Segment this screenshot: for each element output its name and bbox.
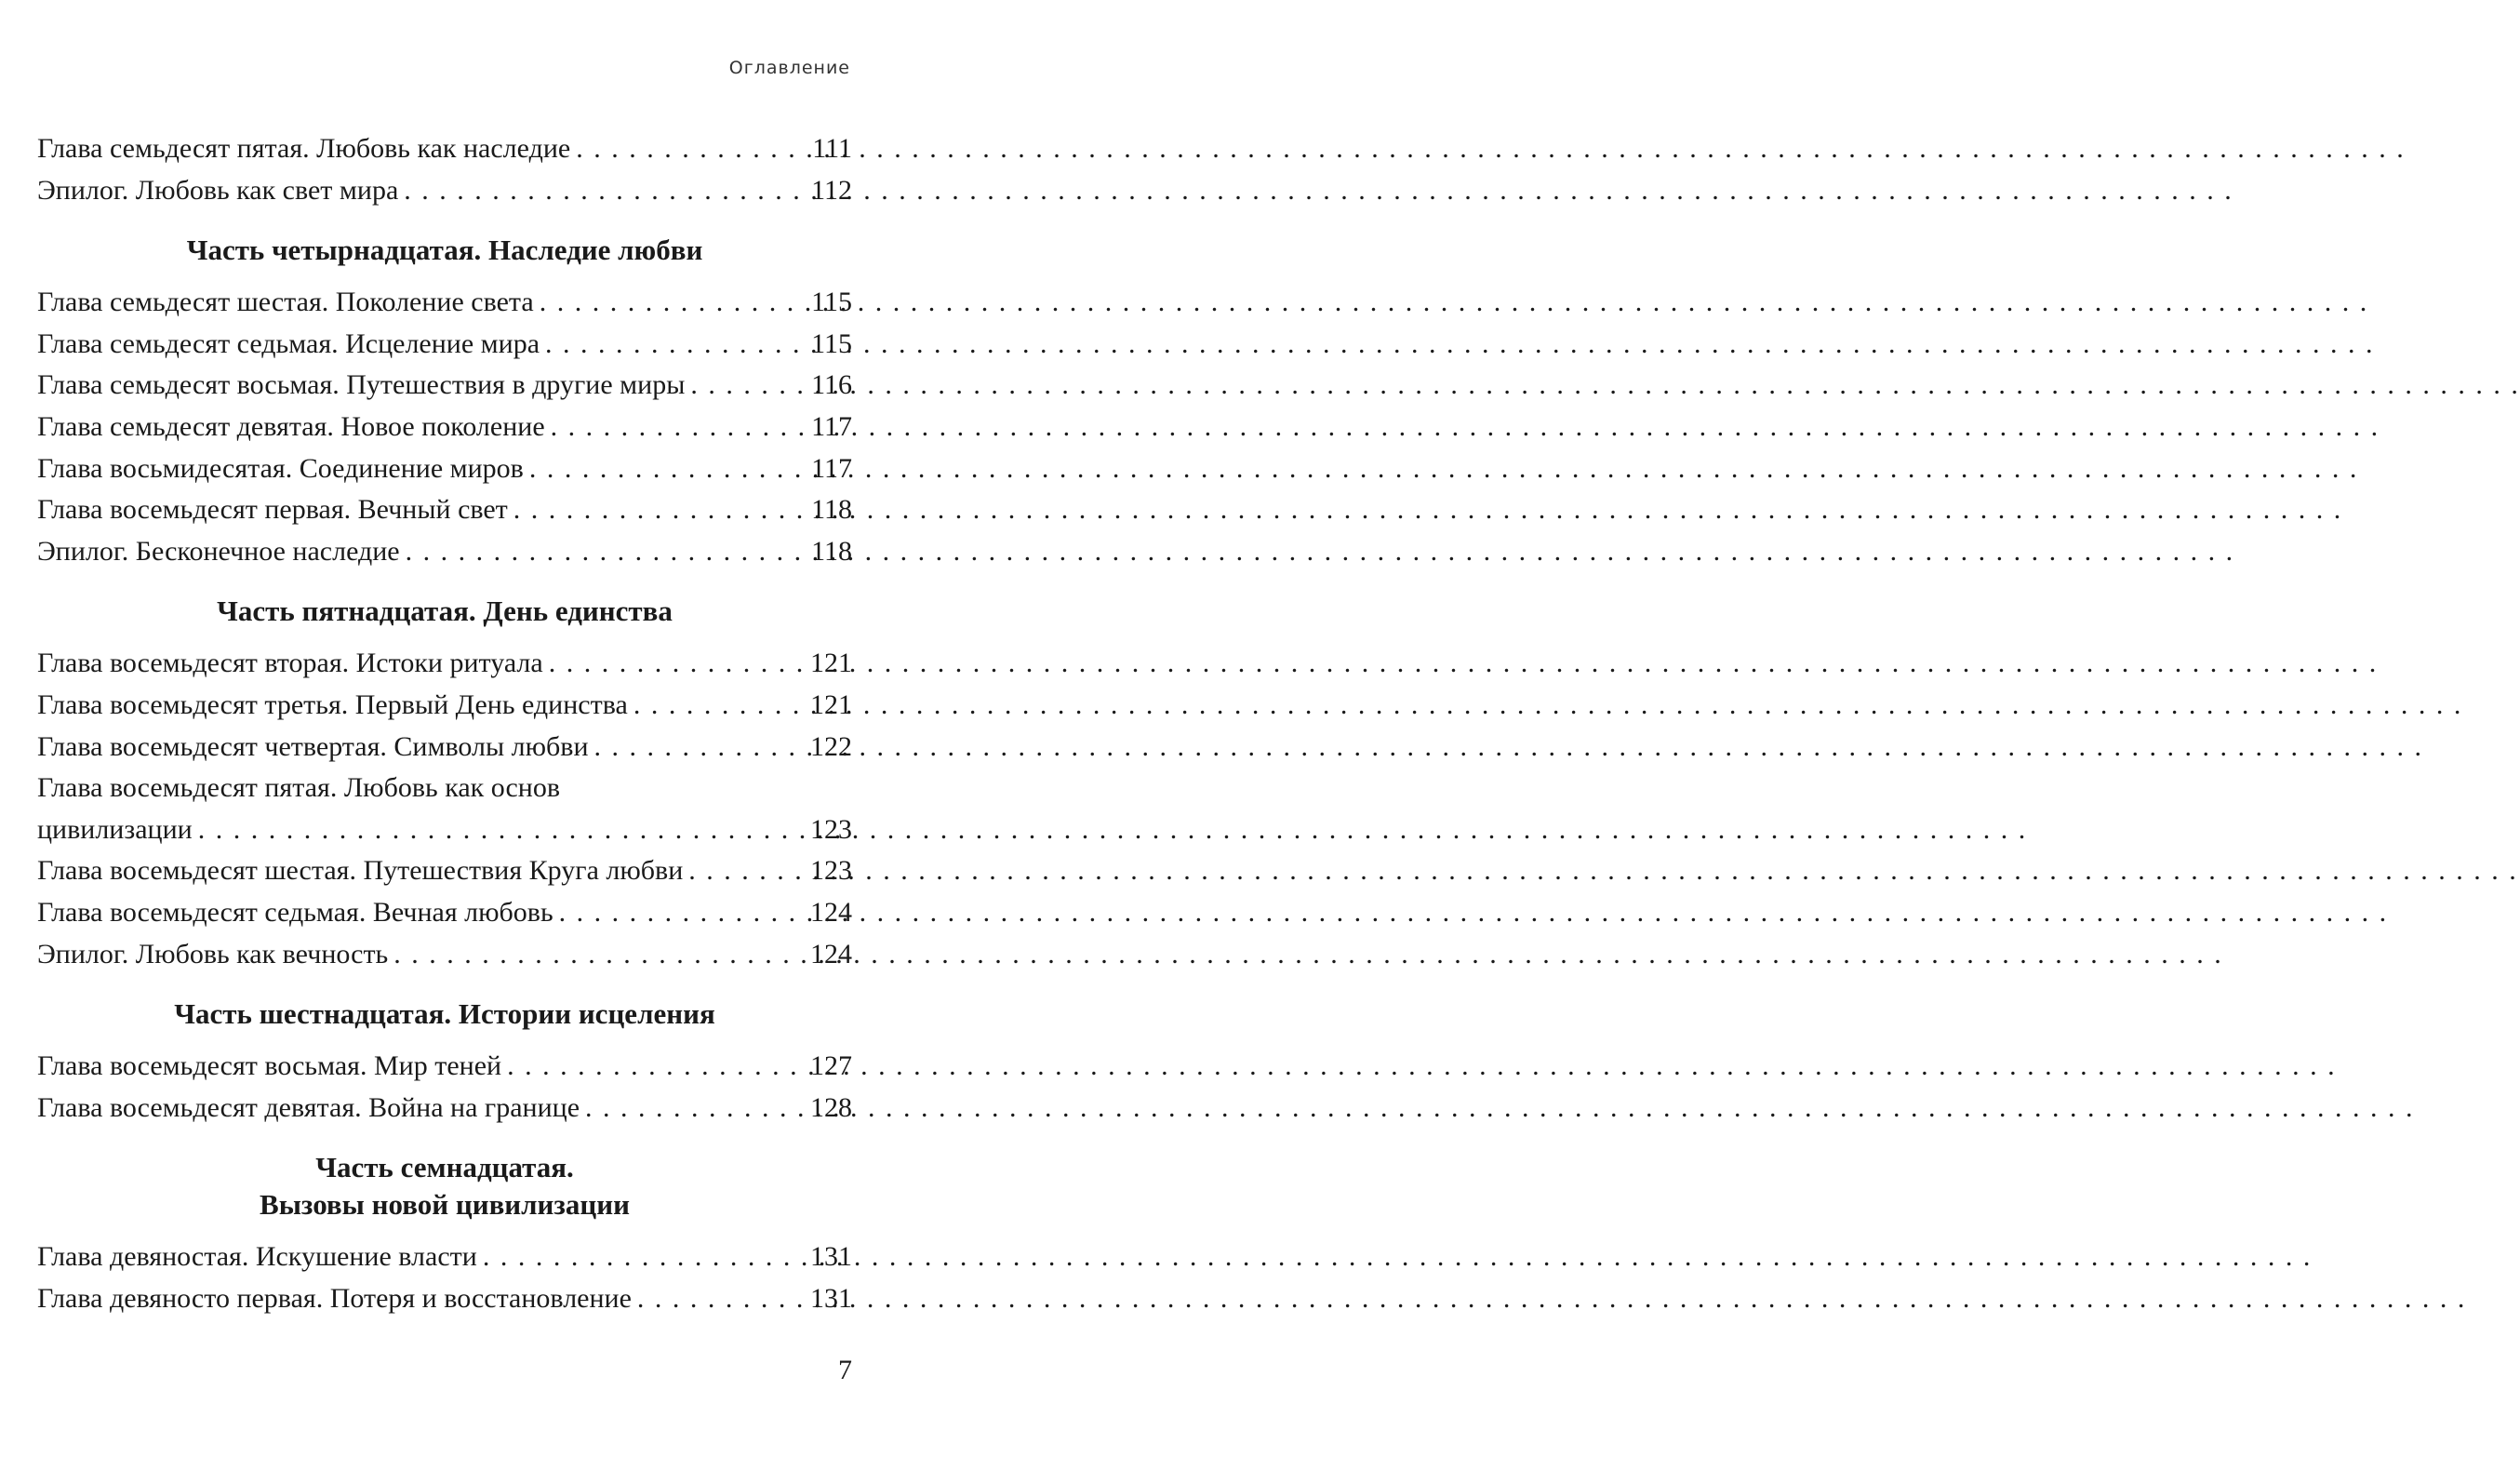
toc-entry-page: 123	[810, 855, 852, 887]
toc-entry	[37, 685, 852, 727]
toc-entry-page: 118	[811, 535, 852, 567]
dot-leader	[513, 489, 806, 531]
toc-entry-page: 124	[810, 896, 852, 928]
toc-entry	[37, 934, 852, 976]
toc-entry-title: Глава семьдесят шестая. Поколение света	[37, 287, 534, 318]
toc-entry-page: 111	[812, 133, 852, 164]
toc-entry	[37, 170, 852, 212]
toc-section	[37, 211, 852, 572]
toc-entry-title: Глава восемьдесят первая. Вечный свет	[37, 494, 508, 526]
part-heading-line: Часть четырнадцатая. Наследие любви	[186, 234, 703, 267]
dot-leader	[507, 1046, 805, 1088]
dot-leader	[406, 531, 806, 573]
toc-section	[37, 572, 852, 975]
toc-entry-page: 115	[811, 287, 852, 318]
toc-entry	[37, 282, 852, 324]
dot-leader	[198, 809, 805, 851]
dot-leader	[545, 324, 806, 366]
toc-entry-page: 124	[810, 938, 852, 969]
toc-entry-page: 131	[810, 1282, 852, 1314]
dot-leader	[585, 1088, 805, 1130]
toc-entry	[37, 1088, 852, 1130]
toc-entry-page: 117	[811, 410, 852, 442]
toc-entry-title: Эпилог. Бесконечное наследие	[37, 535, 400, 567]
toc-entry	[37, 643, 852, 685]
toc-entry-page: 123	[810, 813, 852, 845]
toc-entry-title: Глава семьдесят девятая. Новое поколение	[37, 410, 545, 442]
part-heading	[37, 975, 852, 1046]
toc-entry	[37, 727, 852, 769]
toc-entry	[37, 128, 852, 170]
toc-entry-title: Глава восемьдесят восьмая. Мир теней	[37, 1050, 502, 1082]
toc-entry-page: 122	[810, 730, 852, 762]
toc-entry	[37, 850, 852, 892]
toc-entry-title: Глава семьдесят восьмая. Путешествия в другие миры	[37, 369, 686, 401]
toc-entry-page: 118	[811, 494, 852, 526]
toc-entry-title: Глава семьдесят пятая. Любовь как наследие	[37, 133, 571, 164]
dot-leader	[688, 850, 805, 892]
toc-entry-title: Глава восемьдесят четвертая. Символы любви	[37, 730, 589, 762]
part-heading-line: Вызовы новой цивилизации	[260, 1188, 630, 1222]
toc-entry-page: 112	[811, 174, 852, 206]
toc-entry	[37, 324, 852, 366]
toc-entry	[37, 531, 852, 573]
toc-entry-title: Глава девяностая. Искушение власти	[37, 1241, 477, 1273]
toc-entry-page: 116	[811, 369, 852, 401]
toc-entry-title: Глава восемьдесят седьмая. Вечная любовь	[37, 896, 553, 928]
toc-entry	[37, 892, 852, 934]
toc-entry-page: 127	[810, 1050, 852, 1082]
toc-entry	[37, 1278, 852, 1320]
part-heading-line: Часть шестнадцатая. Истории исцеления	[174, 997, 715, 1031]
toc-entry	[37, 407, 852, 448]
toc-entry-page: 131	[810, 1241, 852, 1273]
toc-entry	[37, 1236, 852, 1278]
dot-leader	[594, 727, 806, 769]
dot-leader	[483, 1236, 805, 1278]
toc-entry-title: Глава девяносто первая. Потеря и восстановление	[37, 1282, 632, 1314]
toc-entry-title: Эпилог. Любовь как свет мира	[37, 174, 399, 206]
running-head: Оглавление	[728, 58, 850, 78]
dot-leader	[549, 643, 805, 685]
toc-entry-title: Глава восемьдесят третья. Первый День единства	[37, 688, 628, 720]
toc-section	[37, 1129, 852, 1319]
dot-leader	[551, 407, 806, 448]
dot-leader	[404, 170, 806, 212]
dot-leader	[393, 934, 805, 976]
toc-entry-page: 121	[810, 688, 852, 720]
toc-entry-title: Эпилог. Любовь как вечность	[37, 938, 389, 969]
toc-entry-page: 115	[811, 327, 852, 359]
part-heading	[37, 1129, 852, 1236]
toc-entry-page: 117	[811, 452, 852, 484]
toc-entry-title-line: Глава восемьдесят пятая. Любовь как основ	[37, 772, 560, 804]
part-heading-line: Часть семнадцатая.	[315, 1151, 574, 1184]
part-heading	[37, 572, 852, 643]
dot-leader	[529, 448, 806, 490]
toc-entry	[37, 489, 852, 531]
dot-leader	[633, 685, 805, 727]
dot-leader	[637, 1278, 805, 1320]
toc-entry-page: 121	[810, 648, 852, 679]
dot-leader	[540, 282, 806, 324]
table-of-contents	[37, 128, 852, 1319]
part-heading-line: Часть пятнадцатая. День единства	[217, 595, 673, 628]
toc-section	[37, 128, 852, 211]
dot-leader	[559, 892, 805, 934]
toc-entry-page: 128	[810, 1091, 852, 1123]
dot-leader	[576, 128, 807, 170]
toc-entry-title: Глава восемьдесят девятая. Война на границе	[37, 1091, 580, 1123]
toc-entry-title: Глава восьмидесятая. Соединение миров	[37, 452, 524, 484]
part-heading	[37, 211, 852, 282]
toc-section	[37, 975, 852, 1129]
toc-entry	[37, 448, 852, 490]
toc-entry	[37, 809, 852, 851]
dot-leader	[690, 365, 806, 407]
toc-entry-title: Глава восемьдесят вторая. Истоки ритуала	[37, 648, 543, 679]
toc-entry	[37, 1046, 852, 1088]
toc-entry-title: цивилизации	[37, 813, 193, 845]
toc-entry-title: Глава восемьдесят шестая. Путешествия Круга любви	[37, 855, 684, 887]
toc-entry-title: Глава семьдесят седьмая. Исцеление мира	[37, 327, 540, 359]
toc-entry	[37, 365, 852, 407]
page-number: 7	[838, 1355, 852, 1385]
